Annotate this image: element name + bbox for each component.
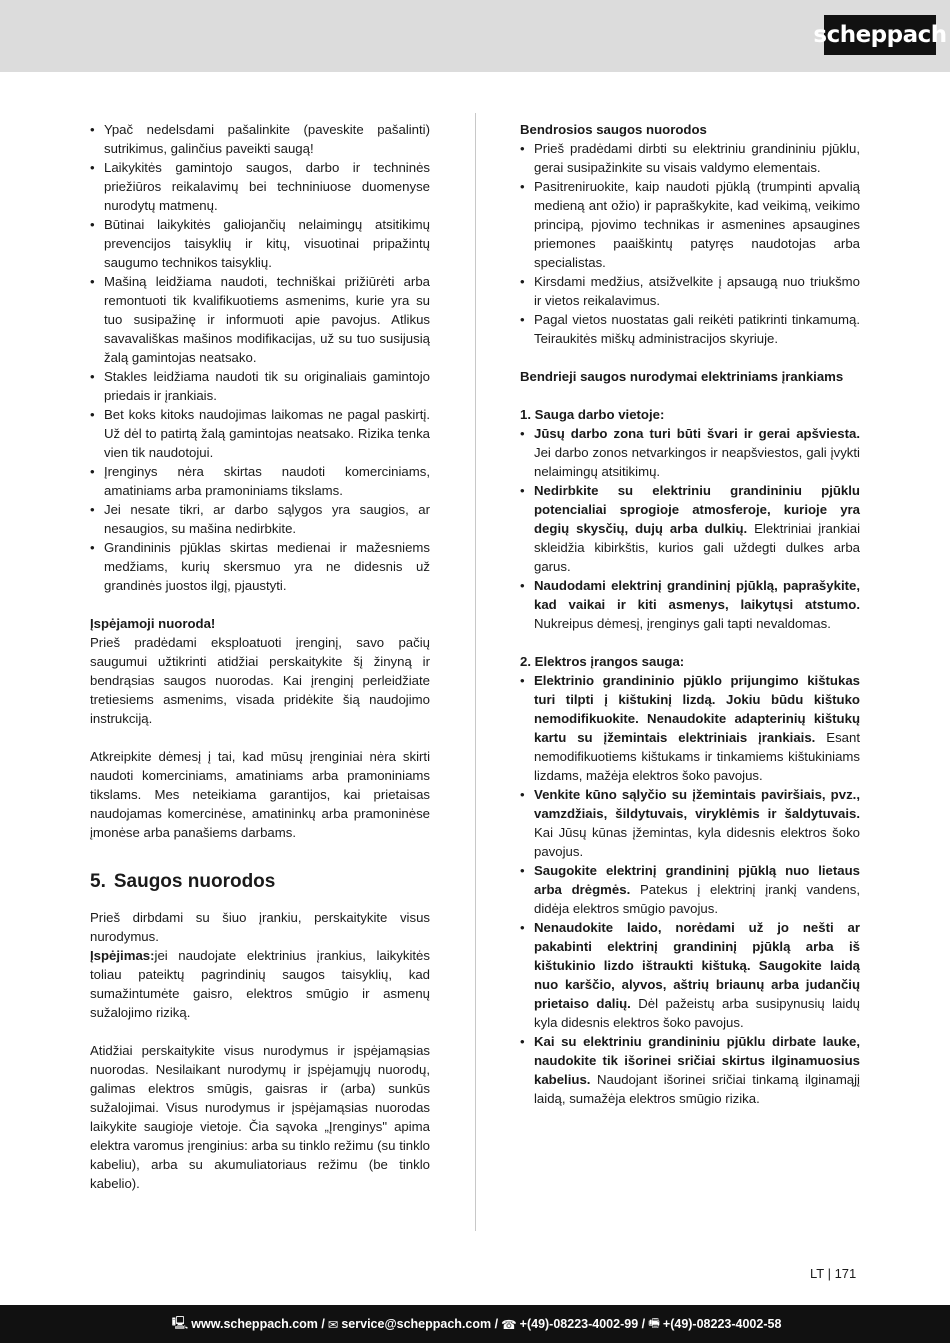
list-item: • Pasitreniruokite, kaip naudoti pjūklą (trumpinti apvalią medieną ant ožio) ir papraškykite, kad veikimą, veikimo principą, pjovimo technikas ir asmenines apsaugines priemones paaiškintų patyręs naudotojas arba specialistas. (520, 177, 860, 272)
list-item: • Kirsdami medžius, atsižvelkite į apsaugą nuo triukšmo ir vietos reikalavimus. (520, 272, 860, 310)
section-number: 5. (90, 871, 106, 892)
list-item: • Venkite kūno sąlyčio su įžemintais paviršiais, pvz., vamzdžiais, šildytuvais, viryklėmis ir šaldytuvais. Kai Jūsų kūnas įžemintas, kyla didesnis elektros šoko pavojus. (520, 785, 860, 861)
electric-tools-heading: Bendrieji saugos nurodymai elektriniams įrankiams (520, 369, 844, 384)
caution-label: Įspėjimas: (90, 948, 155, 963)
list-item: • Grandininis pjūklas skirtas medienai ir mažesniems medžiams, kurių skersmuo yra ne didesnis už grandinės juostos ilgį, pjaustyti. (90, 538, 430, 595)
electrical-safety-list (520, 671, 860, 1108)
list-item: • Stakles leidžiama naudoti tik su originaliais gamintojo priedais ir įrankiais. (90, 367, 430, 405)
list-item: • Mašiną leidžiama naudoti, techniškai prižiūrėti arba remontuoti tik kvalifikuotiems asmenims, kurie yra su tuo susipažinę ir informuoti apie pavojus. Atlikus savavališkas mašinos modifikacijas, už su tuo susijusią žalą gamintojas neatsako. (90, 272, 430, 367)
footer-phone: +(49)-08223-4002-99 / (519, 1317, 646, 1331)
list-item: • Ypač nedelsdami pašalinkite (paveskite pašalinti) sutrikimus, galinčius paveikti saugą! (90, 120, 430, 158)
caution-text: jei naudojate elektrinius įrankius, laikykitės toliau pateiktų pagrindinių saugos taisyklių, kad sumažintumėte gaisro, elektros smūgio ir asmenų sužalojimo riziką. (90, 948, 430, 1020)
general-safety-list (520, 139, 860, 348)
list-item: • Jei nesate tikri, ar darbo sąlygos yra saugios, ar nesaugios, su mašina nedirbkite. (90, 500, 430, 538)
list-item: • Būtinai laikykitės galiojančių nelaimingų atsitikimų prevencijos taisyklių ir kitų, visuotinai pripažintų saugumo technikos taisyklių. (90, 215, 430, 272)
workplace-safety-heading: 1. Sauga darbo vietoje: (520, 407, 665, 422)
list-item: • Prieš pradėdami dirbti su elektriniu grandininiu pjūklu, gerai susipažinkite su visais valdymo elementais. (520, 139, 860, 177)
list-item: • Jūsų darbo zona turi būti švari ir gerai apšviesta. Jei darbo zonos netvarkingos ir neapšviestos, gali įvykti nelaimingų atsitikimų. (520, 424, 860, 481)
section-heading (90, 870, 430, 894)
general-safety-heading: Bendrosios saugos nuorodos (520, 122, 707, 137)
scheppach-logo: scheppach (824, 15, 936, 55)
computer-icon: 🖳︎ (171, 1315, 189, 1330)
notice-paragraph: Atkreipkite dėmesį į tai, kad mūsų įrenginiai nėra skirti naudoti komerciniams, amatiniams arba pramoniniams tikslams. Mes neteikiama garantijos, kai prietaisas naudojamas komercinėse, amatininkų arba pramoninėse įmonėse arba panašiems darbams. (90, 749, 430, 840)
read-instructions-paragraph: Atidžiai perskaitykite visus nurodymus ir įspėjamąsias nuorodas. Nesilaikant nurodymų ir įspėjamųjų nuorodų, galimas elektros smūgis, gaisras ir (arba) sunkūs sužalojimai. Visus nurodymus ir įspėjamąsias nuorodas laikykite saugioje vietoje. Čia sąvoka „Įrenginys" apima elektra varomus įrenginius: arba su tinklo režimu (su tinklo kabeliu), arba su akumuliatoriaus režimu (be tinklo kabelio). (90, 1043, 430, 1191)
phone-icon: ☎︎ (501, 1317, 517, 1332)
safety-bullet-list (90, 120, 430, 595)
list-item: • Nedirbkite su elektriniu grandininiu pjūklu potencialiai sprogioje atmosferoje, kurioje yra degių skysčių, dujų arba dulkių. Elektriniai įrankiai skleidžia kibirkštis, kurios gali uždegti dulkes arba garus. (520, 481, 860, 576)
list-item: • Laikykitės gamintojo saugos, darbo ir techninės priežiūros reikalavimų bei techniniuose duomenyse nurodytų matmenų. (90, 158, 430, 215)
warning-paragraph: Prieš pradėdami eksploatuoti įrenginį, savo pačių saugumui užtikrinti atidžiai perskaitykite šį žinyną ir bendrąsias saugos nuorodas. Kai įrenginį perleidžiate tretiesiems asmenims, visada pridėkite šią naudojimo instrukciją. (90, 635, 430, 726)
list-item: • Nenaudokite laido, norėdami už jo nešti ar pakabinti elektrinį grandininį pjūklą arba iš kištukinio lizdo ištraukti kištuką. Saugokite laidą nuo karščio, alyvos, aštrių briaunų arba judančių prietaiso dalių. Dėl pažeistų arba susipynusių laidų kyla didesnis elektros šoko pavojus. (520, 918, 860, 1032)
list-item: • Saugokite elektrinį grandininį pjūklą nuo lietaus arba drėgmės. Patekus į elektrinį įrankį vandens, didėja elektros smūgio pavojus. (520, 861, 860, 918)
intro-paragraph: Prieš dirbdami su šiuo įrankiu, perskaitykite visus nurodymus. (90, 910, 430, 944)
list-item: • Elektrinio grandininio pjūklo prijungimo kištukas turi tilpti į kištukinį lizdą. Jokiu būdu kištuko nemodifikuokite. Nenaudokite adapterinių kištukų kartu su įžemintais elektriniais įrankiais. Esant nemodifikuotiems kištukams ir tinkamiems kištukiniams lizdams, mažėja elektros šoko pavojus. (520, 671, 860, 785)
left-column (90, 120, 430, 1193)
fax-icon: 🖷︎ (648, 1315, 660, 1330)
footer-fax: +(49)-08223-4002-58 (662, 1317, 782, 1331)
workplace-safety-list (520, 424, 860, 633)
electrical-safety-heading: 2. Elektros įrangos sauga: (520, 654, 685, 669)
footer-email[interactable]: service@scheppach.com / (341, 1317, 499, 1331)
list-item: • Pagal vietos nuostatas gali reikėti patikrinti tinkamumą. Teiraukitės miškų administracijos skyriuje. (520, 310, 860, 348)
list-item: • Kai su elektriniu grandininiu pjūklu dirbate lauke, naudokite tik išorinei sričiai skirtus ilginamuosius kabelius. Naudojant išorinei sričiai tinkamą ilginamąjį laidą, sumažėja elektros smūgio rizika. (520, 1032, 860, 1108)
page-footer (0, 1305, 950, 1343)
page-header (0, 0, 950, 72)
caution-paragraph (90, 946, 430, 1022)
list-item: • Įrenginys nėra skirtas naudoti komerciniams, amatiniams arba pramoniniams tikslams. (90, 462, 430, 500)
column-divider (475, 113, 476, 1231)
list-item: • Bet koks kitoks naudojimas laikomas ne pagal paskirtį. Už dėl to patirtą žalą gamintojas neatsako. Rizika tenka vien tik naudotojui. (90, 405, 430, 462)
section-title: Saugos nuorodos (113, 871, 276, 892)
page-number: LT | 171 (810, 1266, 857, 1281)
warning-heading: Įspėjamoji nuoroda! (90, 616, 216, 631)
footer-website[interactable]: www.scheppach.com / (191, 1317, 325, 1331)
list-item: • Naudodami elektrinį grandininį pjūklą, paprašykite, kad vaikai ir kiti asmenys, laikytųsi atstumo. Nukreipus dėmesį, įrenginys gali tapti nevaldomas. (520, 576, 860, 633)
right-column (520, 120, 860, 1108)
mail-icon: ✉︎ (327, 1317, 339, 1332)
